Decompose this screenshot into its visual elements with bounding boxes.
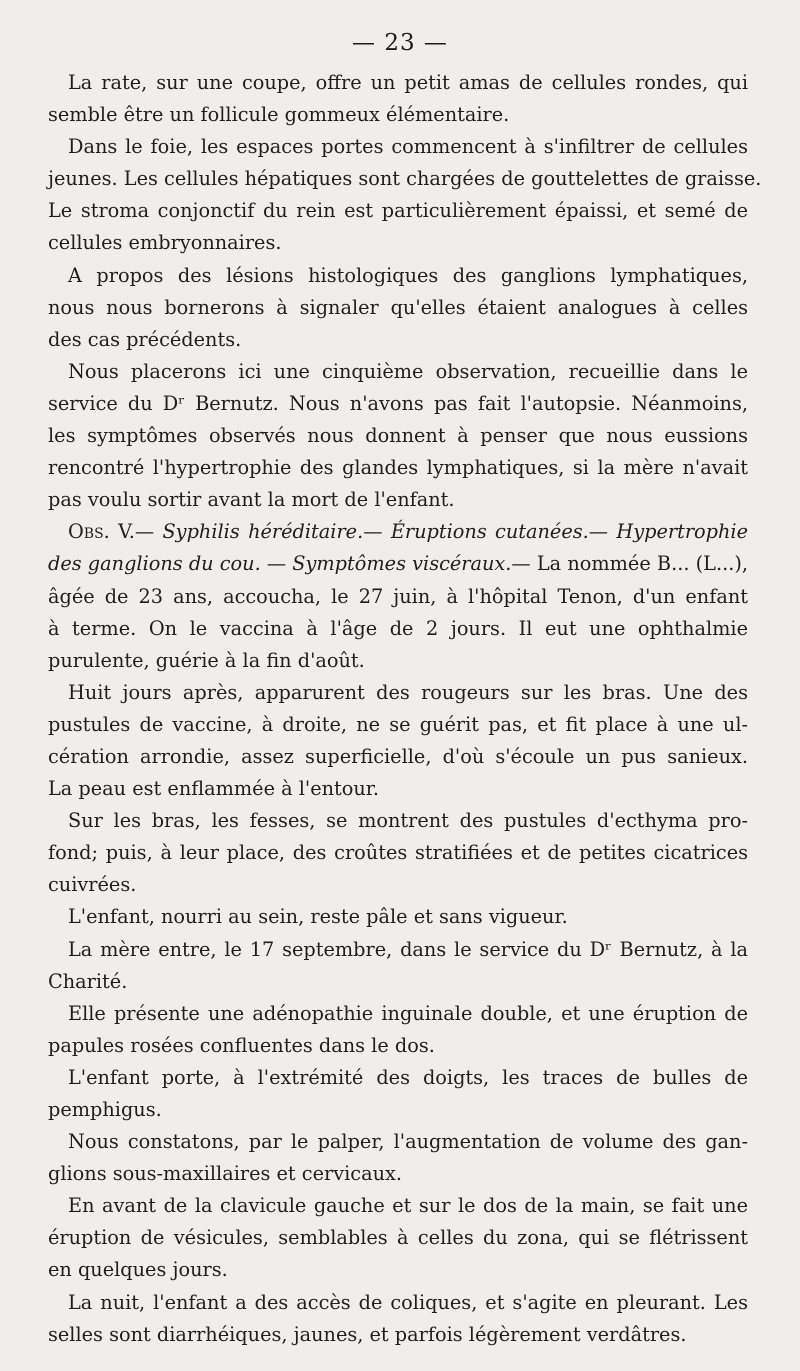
- text-line: [48, 195, 748, 227]
- text-line: [48, 998, 748, 1030]
- text-line: [48, 67, 748, 99]
- text-line: [48, 773, 748, 805]
- text-line: [48, 131, 748, 163]
- line-text: pemphigus.: [48, 1098, 162, 1121]
- text-line: [48, 484, 748, 516]
- line-text: en quelques jours.: [48, 1258, 228, 1282]
- text-line: [48, 1158, 748, 1190]
- line-text: nous nous bornerons à signaler qu'elles étaient analogues à celles: [48, 295, 748, 319]
- line-text: Elle présente une adénopathie inguinale double, et une éruption de: [68, 1001, 748, 1025]
- text-line: [48, 452, 748, 484]
- line-text: Huit jours après, apparurent des rougeurs sur les bras. Une des: [68, 680, 748, 704]
- line-text: service du Dʳ Bernutz. Nous n'avons pas fait l'autopsie. Néanmoins,: [48, 391, 748, 415]
- text-line: [48, 805, 748, 837]
- text-line: [48, 613, 748, 645]
- text-line: [48, 388, 748, 420]
- line-text: La mère entre, le 17 septembre, dans le service du Dʳ Bernutz, à la: [68, 937, 748, 961]
- text-line: [48, 1222, 748, 1254]
- text-line: [48, 966, 748, 998]
- text-line: [48, 1126, 748, 1158]
- text-line: [48, 1287, 748, 1319]
- text-line: [48, 420, 748, 452]
- line-text: Charité.: [48, 969, 128, 993]
- text-line: [48, 227, 748, 259]
- text-line: [48, 1030, 748, 1062]
- line-text: La peau est enflammée à l'entour.: [48, 777, 380, 801]
- line-text: La rate, sur une coupe, offre un petit amas de cellules rondes, qui: [68, 71, 748, 94]
- text-line: [48, 1190, 748, 1222]
- line-text: selles sont diarrhéiques, jaunes, et parfois légèrement verdâtres.: [48, 1322, 687, 1346]
- line-text: A propos des lésions histologiques des ganglions lymphatiques,: [68, 263, 748, 287]
- line-text: La nuit, l'enfant a des accès de coliques, et s'agite en pleurant. Les: [68, 1290, 748, 1314]
- text-line: [48, 163, 762, 195]
- text-line: [48, 292, 748, 324]
- line-text: Sur les bras, les fesses, se montrent des pustules d'ecthyma pro-: [68, 809, 748, 833]
- text-line: [48, 934, 748, 966]
- line-text: Nous placerons ici une cinquième observation, recueillie dans le: [68, 359, 748, 383]
- text-line: [48, 1319, 748, 1351]
- line-text: à terme. On le vaccina à l'âge de 2 jours. Il eut une ophthalmie: [48, 616, 748, 640]
- line-text: fond; puis, à leur place, des croûtes stratifiées et de petites cicatrices: [48, 841, 748, 865]
- line-text: Le stroma conjonctif du rein est particulièrement épaissi, et semé de: [48, 199, 748, 223]
- line-text: cération arrondie, assez superficielle, d'où s'écoule un pus sanieux.: [48, 744, 748, 768]
- line-text: semble être un follicule gommeux élémentaire.: [48, 103, 510, 127]
- line-text: papules rosées confluentes dans le dos.: [48, 1033, 435, 1057]
- text-line: [48, 356, 748, 388]
- line-text: âgée de 23 ans, accoucha, le 27 juin, à l'hôpital Tenon, d'un enfant: [48, 584, 748, 608]
- line-text: La nommée B... (L...),: [530, 552, 748, 576]
- text-line: [48, 1254, 748, 1286]
- line-text: L'enfant, nourri au sein, reste pâle et sans vigueur.: [68, 905, 568, 929]
- line-text: Dans le foie, les espaces portes commencent à s'infiltrer de cellules: [68, 135, 748, 159]
- line-text: En avant de la clavicule gauche et sur le dos de la main, se fait une: [68, 1194, 748, 1218]
- text-line: [48, 709, 748, 741]
- body-text: [48, 67, 762, 1351]
- observation-label: Obs. V.—: [68, 520, 163, 544]
- text-line: [48, 741, 748, 773]
- line-text: purulente, guérie à la fin d'août.: [48, 648, 365, 672]
- text-line: [48, 548, 748, 580]
- line-text: cellules embryonnaires.: [48, 231, 282, 255]
- observation-title: des ganglions du cou. — Symptômes viscéraux.—: [48, 552, 531, 576]
- text-line: [48, 581, 748, 613]
- line-text: les symptômes observés nous donnent à penser que nous eussions: [48, 424, 748, 448]
- line-text: glions sous-maxillaires et cervicaux.: [48, 1162, 403, 1186]
- text-line: [48, 324, 748, 356]
- line-text: L'enfant porte, à l'extrémité des doigts, les traces de bulles de: [68, 1065, 748, 1089]
- line-text: cuivrées.: [48, 873, 137, 897]
- text-line: [48, 837, 748, 869]
- line-text: Nous constatons, par le palper, l'augmentation de volume des gan-: [68, 1130, 748, 1154]
- page-number: — 23 —: [352, 30, 448, 56]
- text-line: [48, 901, 748, 933]
- text-line: [48, 516, 748, 548]
- line-text: jeunes. Les cellules hépatiques sont chargées de gouttelettes de graisse.: [48, 167, 762, 191]
- text-line: [48, 677, 748, 709]
- text-line: [48, 1094, 748, 1126]
- text-line: [48, 260, 748, 292]
- text-line: [48, 645, 748, 677]
- observation-title: Syphilis héréditaire.— Éruptions cutanées.— Hypertrophie: [162, 520, 748, 544]
- line-text: des cas précédents.: [48, 327, 242, 351]
- text-line: [48, 1062, 748, 1094]
- line-text: pustules de vaccine, à droite, ne se guérit pas, et fit place à une ul-: [48, 712, 748, 736]
- text-line: [48, 99, 748, 131]
- line-text: pas voulu sortir avant la mort de l'enfant.: [48, 488, 455, 512]
- line-text: éruption de vésicules, semblables à celles du zona, qui se flétrissent: [48, 1226, 748, 1250]
- text-line: [48, 869, 748, 901]
- line-text: rencontré l'hypertrophie des glandes lymphatiques, si la mère n'avait: [48, 456, 748, 480]
